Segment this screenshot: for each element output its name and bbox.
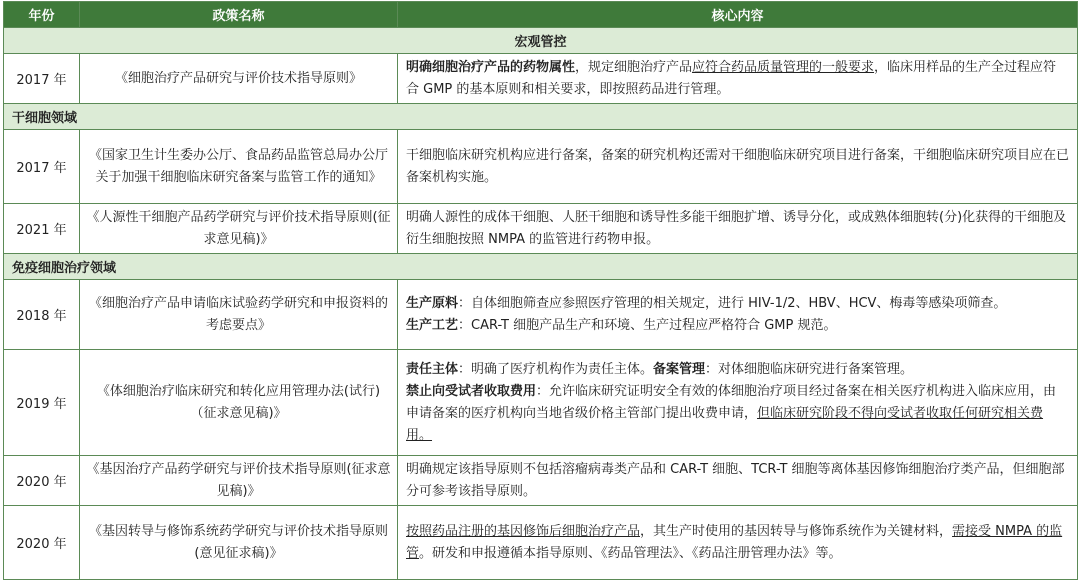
row-policy-name: 《基因转导与修饰系统药学研究与评价技术指导原则(意见征求稿)》 (80, 506, 398, 580)
core-keyword: 禁止向受试者收取费用 (406, 383, 537, 399)
row-year: 2019 年 (4, 350, 80, 456)
core-text: 明确人源性的成体干细胞、人胚干细胞和诱导性多能干细胞扩增、诱导分化，或成熟体细胞转(分)化获得的干细胞及衍生细胞按照 NMPA 的监管进行药物申报。 (406, 209, 1067, 247)
core-text: ：CAR-T 细胞产品生产和环境、生产过程应严格符合 GMP 规范。 (458, 317, 837, 333)
core-text: 干细胞临床研究机构应进行备案，备案的研究机构还需对干细胞临床研究项目进行备案，干细胞临床研究项目应在已备案机构实施。 (406, 147, 1070, 185)
core-emphasis: 应符合药品质量管理的一般要求 (692, 59, 875, 75)
row-year: 2020 年 (4, 506, 80, 580)
section-row-immune-cell (4, 254, 1078, 280)
section-row-macro (4, 28, 1078, 54)
core-emphasis: 需接受 NMPA 的监管 (406, 523, 1063, 561)
core-text: ，其生产时使用的基因转导与修饰系统作为关键材料， (640, 523, 953, 539)
table-row (4, 54, 1078, 104)
core-text: 明确规定该指导原则不包括溶瘤病毒类产品和 CAR-T 细胞、TCR-T 细胞等离体基因修饰细胞治疗类产品，但细胞部分可参考该指导原则。 (406, 461, 1065, 499)
header-row (4, 2, 1078, 28)
section-title: 干细胞领域 (4, 104, 1078, 130)
row-policy-name: 《人源性干细胞产品药学研究与评价技术指导原则(征求意见稿)》 (80, 204, 398, 254)
core-text: ，临床用样品的生产全过程应符合 GMP 的基本原则和相关要求，即按照药品进行管理。 (406, 59, 1057, 97)
core-text: ：对体细胞临床研究进行备案管理。 (705, 361, 914, 377)
row-core-content (398, 456, 1078, 506)
core-text: 。研发和申报遵循本指导原则、《药品管理法》、《药品注册管理办法》等。 (419, 545, 842, 561)
table-row (4, 280, 1078, 350)
row-year: 2018 年 (4, 280, 80, 350)
policy-table (3, 1, 1078, 580)
table-row (4, 456, 1078, 506)
row-core-content (398, 130, 1078, 204)
core-emphasis: 按照药品注册的基因修饰后细胞治疗产品 (406, 523, 641, 539)
table-row (4, 350, 1078, 456)
core-text: ：允许临床研究证明安全有效的体细胞治疗项目经过备案在相关医疗机构进入临床应用，由申请备案的医疗机构向当地省级价格主管部门提出收费申请， (406, 383, 1057, 421)
row-core-content (398, 204, 1078, 254)
row-year: 2021 年 (4, 204, 80, 254)
row-policy-name: 《细胞治疗产品申请临床试验药学研究和申报资料的考虑要点》 (80, 280, 398, 350)
row-core-content (398, 350, 1078, 456)
row-policy-name: 《基因治疗产品药学研究与评价技术指导原则(征求意见稿)》 (80, 456, 398, 506)
table-row (4, 506, 1078, 580)
row-policy-name: 《国家卫生计生委办公厅、食品药品监管总局办公厅关于加强干细胞临床研究备案与监管工作的通知》 (80, 130, 398, 204)
section-title: 免疫细胞治疗领域 (4, 254, 1078, 280)
header-core-content: 核心内容 (398, 2, 1078, 28)
row-core-content (398, 506, 1078, 580)
table-row (4, 130, 1078, 204)
row-policy-name: 《细胞治疗产品研究与评价技术指导原则》 (80, 54, 398, 104)
row-year: 2017 年 (4, 54, 80, 104)
row-core-content (398, 280, 1078, 350)
core-keyword: 备案管理 (653, 361, 706, 377)
core-keyword: 生产工艺 (406, 317, 459, 333)
header-year: 年份 (4, 2, 80, 28)
core-keyword: 生产原料 (406, 295, 459, 311)
row-year: 2017 年 (4, 130, 80, 204)
section-title: 宏观管控 (4, 28, 1078, 54)
core-text: ：明确了医疗机构作为责任主体。 (458, 361, 654, 377)
row-core-content (398, 54, 1078, 104)
core-emphasis: 但临床研究阶段不得向受试者收取任何研究相关费用。 (406, 405, 1044, 443)
row-year: 2020 年 (4, 456, 80, 506)
table-row (4, 204, 1078, 254)
row-policy-name: 《体细胞治疗临床研究和转化应用管理办法(试行)（征求意见稿)》 (80, 350, 398, 456)
core-keyword: 责任主体 (406, 361, 459, 377)
core-text: ：自体细胞筛查应参照医疗管理的相关规定，进行 HIV-1/2、HBV、HCV、梅毒等感染项筛查。 (458, 295, 1007, 311)
section-row-stem-cell (4, 104, 1078, 130)
header-policy-name: 政策名称 (80, 2, 398, 28)
core-keyword: 明确细胞治疗产品的药物属性 (406, 59, 576, 75)
core-text: ，规定细胞治疗产品 (575, 59, 693, 75)
